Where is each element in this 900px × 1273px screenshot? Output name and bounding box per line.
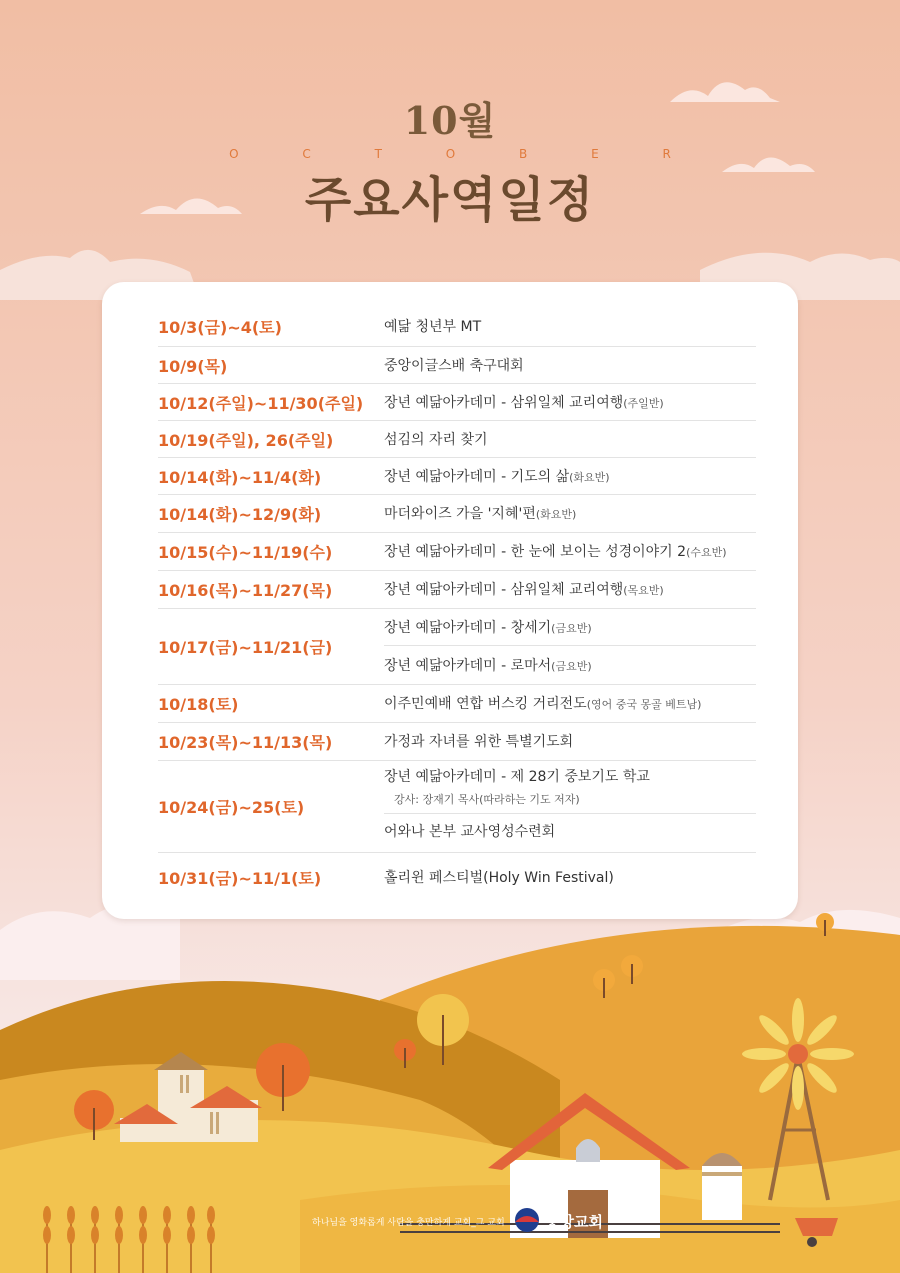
schedule-event — [384, 429, 488, 449]
event-speaker: 강사: 장재기 목사(따라하는 기도 저자) — [394, 793, 580, 806]
schedule-event — [384, 541, 727, 561]
event-note: (화요반) — [569, 470, 610, 484]
schedule-date: 10/19(주일), 26(주일) — [158, 430, 334, 450]
header — [0, 90, 900, 230]
event-title: 장년 예닮아카데미 - 삼위일체 교리여행 — [384, 582, 624, 598]
schedule-date: 10/14(화)~12/9(화) — [158, 505, 322, 524]
schedule-row — [158, 494, 756, 533]
event-divider — [384, 813, 756, 814]
schedule-date: 10/31(금)~11/1(토) — [158, 869, 322, 888]
schedule-event — [384, 766, 650, 786]
event-title: 가정과 자녀를 위한 특별기도회 — [384, 734, 574, 750]
schedule-row — [158, 760, 756, 853]
event-title: 장년 예닮아카데미 - 기도의 삶 — [384, 468, 570, 485]
event-title: 중앙이글스배 축구대회 — [384, 357, 524, 374]
schedule-row — [158, 306, 756, 347]
event-title: 마더와이즈 가을 '지혜'편 — [384, 506, 536, 522]
schedule-date: 10/9(목) — [158, 356, 228, 376]
month-heading: 10월 — [403, 98, 497, 143]
event-title: 예닮 청년부 MT — [384, 319, 482, 335]
schedule-row — [158, 722, 756, 761]
schedule-event — [384, 617, 592, 637]
schedule-row — [158, 532, 756, 571]
schedule-date: 10/23(목)~11/13(목) — [158, 733, 333, 752]
schedule-event — [384, 503, 576, 523]
event-note: (금요반) — [551, 660, 592, 673]
schedule-date: 10/3(금)~4(토) — [158, 318, 282, 337]
schedule-row — [158, 457, 756, 495]
event-note: (화요반) — [535, 508, 577, 521]
event-title: 이주민예배 연합 버스킹 거리전도 — [384, 696, 587, 712]
schedule-row — [158, 383, 756, 421]
event-note: (주일반) — [623, 396, 664, 410]
schedule-date: 10/16(목)~11/27(목) — [158, 581, 333, 600]
schedule-date: 10/12(주일)~11/30(주일) — [158, 393, 364, 413]
schedule-event — [384, 355, 524, 375]
event-note: (영어 중국 몽골 베트남) — [586, 698, 702, 711]
event-divider — [384, 645, 756, 646]
church-logo-text: 중앙교회 — [545, 1213, 603, 1231]
schedule-row — [158, 346, 756, 384]
schedule-date: 10/15(수)~11/19(수) — [158, 543, 333, 562]
event-title: 장년 예닮아카데미 - 로마서 — [384, 658, 552, 674]
english-month: O C T O B E R — [229, 147, 701, 161]
silo — [702, 1153, 742, 1220]
schedule-date: 10/24(금)~25(토) — [158, 798, 305, 817]
event-note: (금요반) — [551, 622, 592, 635]
schedule-event — [384, 579, 664, 599]
schedule-event — [384, 655, 592, 675]
event-title: 장년 예닮아카데미 - 삼위일체 교리여행 — [384, 394, 624, 411]
event-title: 장년 예닮아카데미 - 창세기 — [384, 620, 552, 636]
schedule-row — [158, 608, 756, 685]
page-title: 주요사역일정 — [304, 172, 596, 228]
schedule-card — [102, 282, 798, 919]
church-logo-icon — [515, 1208, 539, 1232]
event-note: (목요반) — [623, 584, 664, 597]
schedule-date: 10/18(토) — [158, 695, 239, 714]
schedule-date: 10/17(금)~11/21(금) — [158, 638, 333, 657]
schedule-event — [384, 731, 573, 751]
event-title: 섬김의 자리 찾기 — [384, 431, 488, 448]
schedule-event — [384, 392, 664, 412]
schedule-row — [158, 420, 756, 458]
event-title: 어와나 본부 교사영성수련회 — [384, 824, 556, 840]
event-title: 장년 예닮아카데미 - 제 28기 중보기도 학교 — [384, 769, 650, 785]
schedule-event — [384, 466, 610, 486]
footer-slogan: 하나님을 영화롭게 사람을 충만하게 교회_그 교회 — [312, 1218, 505, 1228]
event-note: (수요반) — [686, 546, 727, 559]
schedule-event — [384, 821, 555, 841]
schedule-date: 10/14(화)~11/4(화) — [158, 467, 322, 487]
schedule-row — [158, 570, 756, 609]
schedule-row — [158, 684, 756, 723]
schedule-row — [158, 852, 756, 902]
event-title: 홀리윈 페스티벌(Holy Win Festival) — [384, 870, 614, 886]
schedule-event — [384, 316, 481, 336]
schedule-event — [384, 693, 701, 713]
schedule-event — [384, 867, 614, 887]
event-title: 장년 예닮아카데미 - 한 눈에 보이는 성경이야기 2 — [384, 544, 687, 560]
